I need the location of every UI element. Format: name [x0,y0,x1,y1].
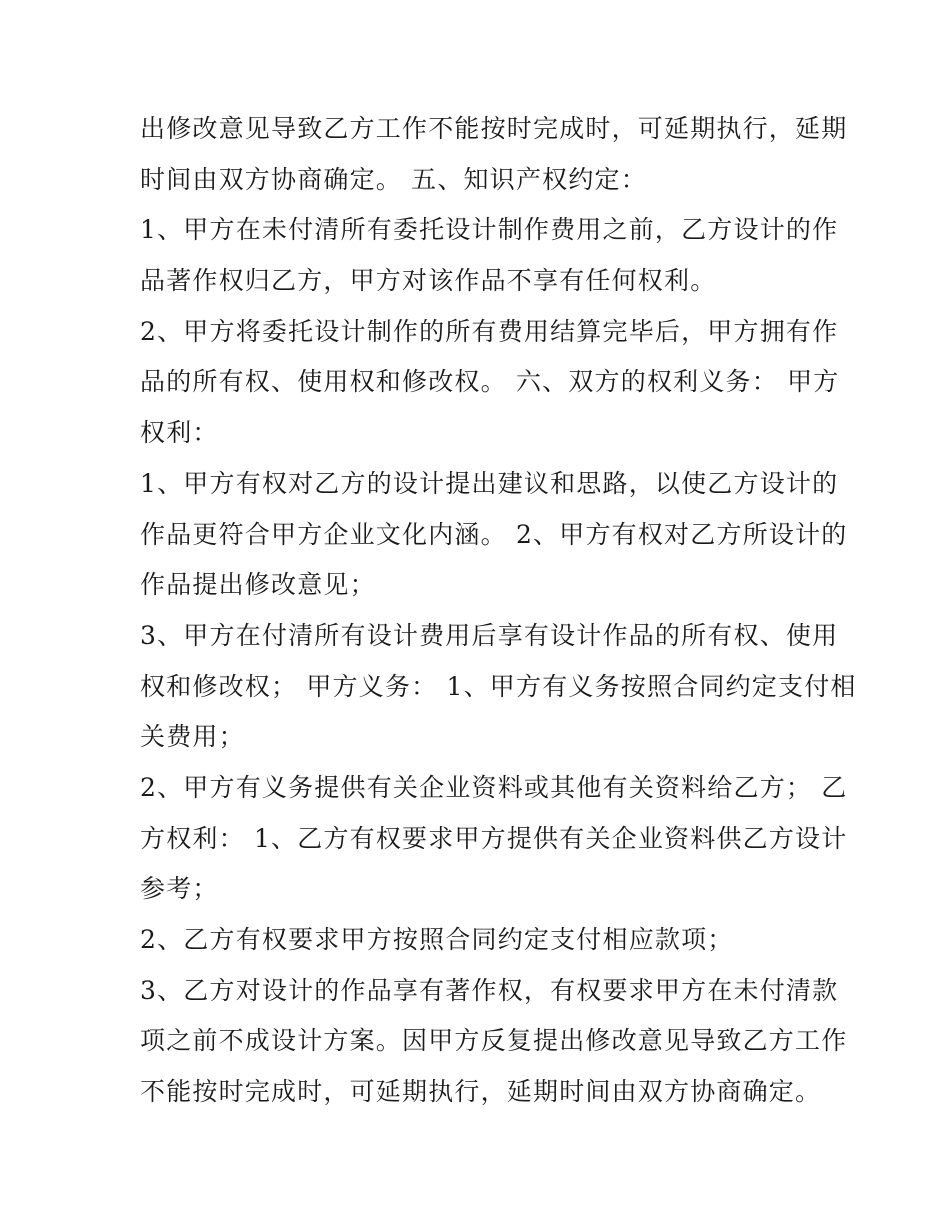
text-line: 权利： [140,418,219,448]
text-line: 参考； [140,874,219,904]
text-line: 2、乙方有权要求甲方按照合同约定支付相应款项； [140,925,734,954]
text-line: 作品更符合甲方企业文化内涵。 2、甲方有权对乙方所设计的 [140,519,848,549]
text-line: 品的所有权、使用权和修改权。 六、双方的权利义务： 甲方 [140,367,840,397]
text-line: 关费用； [140,722,245,752]
text-line: 作品提出修改意见； [140,570,376,600]
text-line: 时间由双方协商确定。 五、知识产权约定： [140,164,647,194]
text-line: 2、甲方将委托设计制作的所有费用结算完毕后，甲方拥有作 [140,316,839,346]
text-line: 2、甲方有义务提供有关企业资料或其他有关资料给乙方； 乙 [140,772,848,802]
text-line: 不能按时完成时，可延期执行，延期时间由双方协商确定。 [140,1077,822,1107]
text-line: 项之前不成设计方案。因甲方反复提出修改意见导致乙方工作 [140,1026,848,1056]
text-line: 方权利： 1、乙方有权要求甲方提供有关企业资料供乙方设计 [140,823,848,853]
contract-text [140,104,857,1118]
text-line: 3、甲方在付清所有设计费用后享有设计作品的所有权、使用 [140,620,839,650]
text-line: 权和修改权； 甲方义务： 1、甲方有义务按照合同约定支付相 [140,671,857,701]
text-line: 出修改意见导致乙方工作不能按时完成时，可延期执行，延期 [140,114,848,143]
text-line: 1、甲方在未付清所有委托设计制作费用之前，乙方设计的作 [140,215,839,245]
text-line: 1、甲方有权对乙方的设计提出建议和思路，以使乙方设计的 [140,468,839,498]
text-line: 3、乙方对设计的作品享有著作权，有权要求甲方在未付清款 [140,975,839,1005]
text-line: 品著作权归乙方，甲方对该作品不享有任何权利。 [140,266,717,296]
